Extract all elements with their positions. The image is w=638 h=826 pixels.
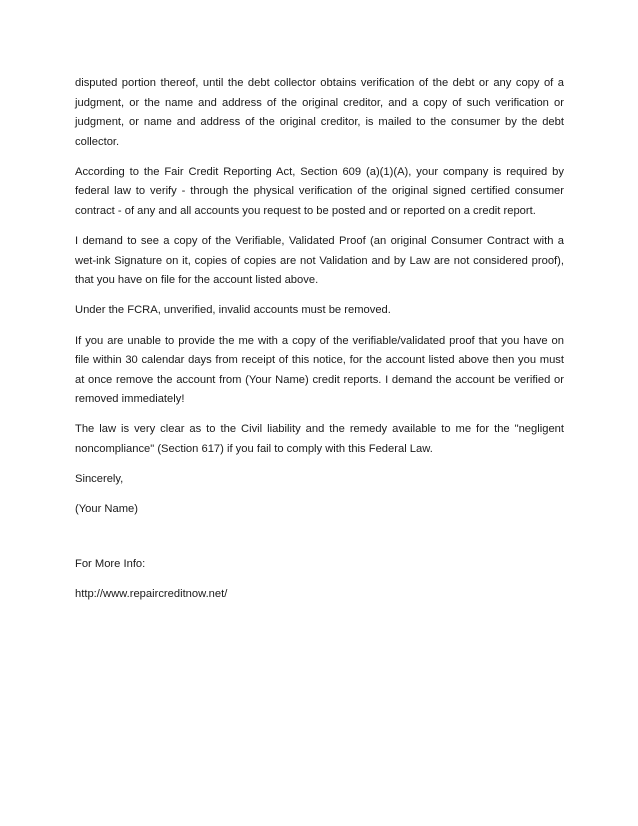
- more-info-label: For More Info:: [75, 557, 146, 570]
- paragraph-unverified-removed: Under the FCRA, unverified, invalid accounts must be removed.: [75, 304, 391, 317]
- signature-name: (Your Name): [75, 503, 139, 516]
- paragraph-demand-proof: I demand to see a copy of the Verifiable, Validated Proof (an original Consumer Contract with a wet-ink Signature on it, copies of copies are not Validation and by Law are not considered proof), that you have on file for the account listed above.: [75, 235, 564, 287]
- more-info-url[interactable]: http://www.repaircreditnow.net/: [75, 587, 228, 600]
- paragraph-debt-collector: disputed portion thereof, until the debt collector obtains verification of the debt or any copy of a judgment, or the name and address of the original creditor, and a copy of such verification or judgment, or name and address of the original creditor, is mailed to the consumer by the debt collector.: [75, 77, 564, 148]
- paragraph-30-days: If you are unable to provide the me with a copy of the verifiable/validated proof that you have on file within 30 calendar days from receipt of this notice, for the account listed above then you must at once remove the account from (Your Name) credit reports. I demand the account be verified or removed immediately!: [75, 334, 564, 406]
- closing-salutation: Sincerely,: [75, 473, 124, 486]
- paragraph-fcra-609: According to the Fair Credit Reporting Act, Section 609 (a)(1)(A), your company is required by federal law to verify - through the physical verification of the original signed certified consumer contract - of any and all accounts you request to be posted and or reported on a credit report.: [75, 165, 564, 218]
- letter-page: [75, 74, 564, 615]
- paragraph-civil-liability: The law is very clear as to the Civil liability and the remedy available to me for the "negligent noncompliance" (Section 617) if you fail to comply with this Federal Law.: [75, 423, 564, 455]
